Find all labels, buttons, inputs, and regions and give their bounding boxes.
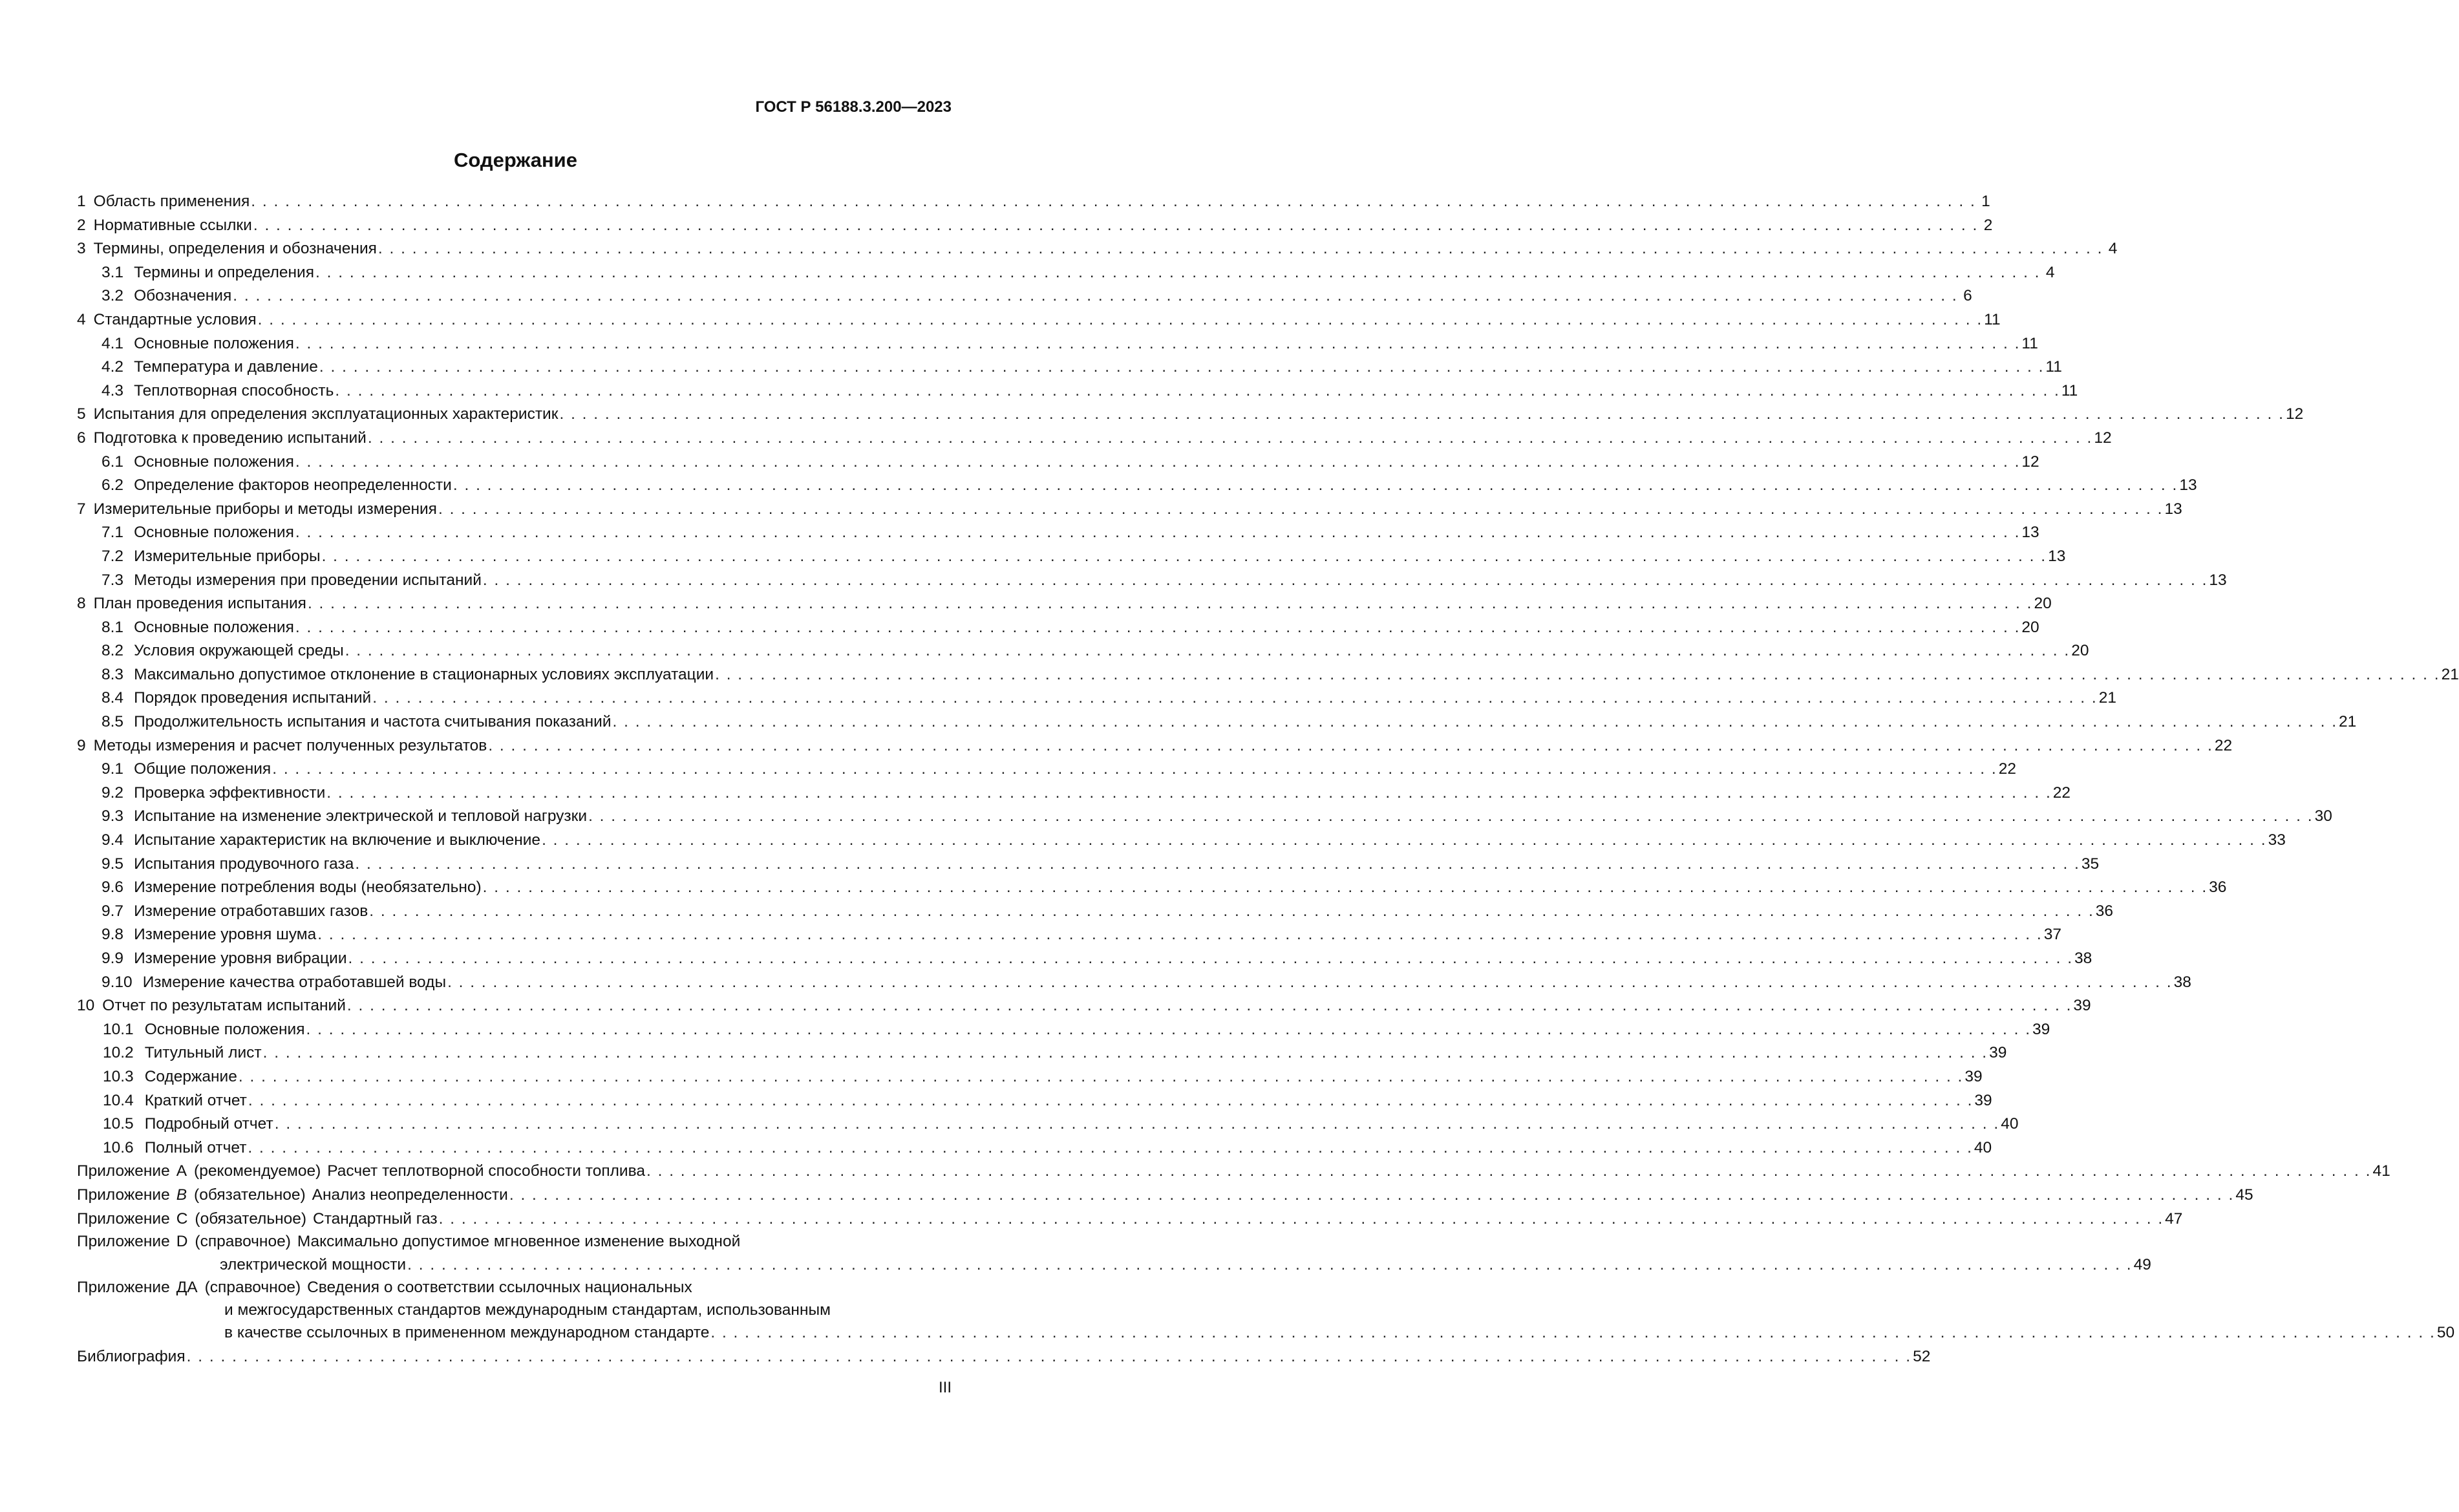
dot-leader <box>295 521 2021 545</box>
dot-leader <box>335 379 2060 403</box>
toc-entry-page: 22 <box>1998 760 2016 778</box>
toc-entry-page: 37 <box>2043 926 2061 944</box>
dot-leader <box>295 332 2021 356</box>
appendix-status: (обязательное) <box>195 1209 307 1228</box>
toc-entry-page: 47 <box>2165 1209 2183 1228</box>
toc-entry-title: и межгосударственных стандартов международным стандартам, использованным <box>224 1301 831 1319</box>
toc-entry-number: 6 <box>77 429 86 447</box>
toc-entry-page: 4 <box>2045 263 2055 281</box>
toc-entry[interactable] <box>77 403 2304 427</box>
dot-leader <box>559 403 2284 427</box>
toc-entry[interactable] <box>77 876 2227 900</box>
toc-entry[interactable] <box>77 923 2061 947</box>
toc-entry-title: в качестве ссылочных в примененном международном стандарте <box>224 1324 710 1342</box>
toc-entry-title: Измерение отработавших газов <box>134 902 368 920</box>
appendix-label: Приложение <box>77 1162 170 1180</box>
toc-entry-number: 10.1 <box>103 1020 134 1038</box>
toc-entry-title: План проведения испытания <box>93 595 306 613</box>
dot-leader <box>488 734 2213 758</box>
dot-leader <box>453 474 2178 498</box>
toc-entry-title: Подготовка к проведению испытаний <box>93 429 367 447</box>
toc-entry[interactable] <box>77 592 2052 616</box>
toc-entry-page: 13 <box>2179 476 2197 495</box>
toc-entry[interactable] <box>77 474 2197 498</box>
toc-entry-title: Основные положения <box>134 524 294 542</box>
toc-entry-title: Содержание <box>144 1067 237 1085</box>
toc-entry-page: 21 <box>2339 713 2357 731</box>
dot-leader <box>348 947 2074 971</box>
toc-entry-number: 9 <box>77 736 86 754</box>
toc-entry-page: 20 <box>2034 595 2052 613</box>
toc-entry-title: Стандартные условия <box>93 310 257 328</box>
toc-entry-number: 9.4 <box>101 831 124 849</box>
toc-entry-page: 12 <box>2285 405 2304 423</box>
toc-entry[interactable] <box>77 1041 2007 1065</box>
appendix-letter: D <box>176 1233 188 1251</box>
dot-leader <box>715 663 2440 687</box>
toc-entry-page: 11 <box>2061 381 2078 399</box>
toc-entry-page: 30 <box>2314 807 2332 825</box>
toc-entry-number: 3.1 <box>101 263 124 281</box>
toc-entry[interactable] <box>77 947 2092 971</box>
toc-entry[interactable] <box>77 1136 1992 1160</box>
toc-entry-title: Измерение качества отработавшей воды <box>142 973 447 991</box>
appendix-status: (обязательное) <box>194 1186 306 1204</box>
toc-entry[interactable] <box>77 545 2066 569</box>
toc-entry-title: Определение факторов неопределенности <box>134 476 452 495</box>
toc-entry-title: Методы измерения и расчет полученных результатов <box>93 736 487 754</box>
toc-entry[interactable] <box>77 569 2227 593</box>
dot-leader <box>253 214 1979 238</box>
toc-entry[interactable] <box>77 663 2459 687</box>
toc-entry-title: Сведения о соответствии ссылочных национальных <box>307 1279 692 1297</box>
toc-entry-number: 7.1 <box>101 524 124 542</box>
toc-entry-page: 11 <box>2045 358 2062 376</box>
dot-leader <box>347 994 2072 1018</box>
toc-entry-number: 2 <box>77 216 86 234</box>
toc-entry-title: Максимально допустимое отклонение в стационарных условиях эксплуатации <box>134 665 714 683</box>
toc-entry-page: 39 <box>2073 997 2091 1015</box>
toc-entry-title: Испытание на изменение электрической и тепловой нагрузки <box>134 807 588 825</box>
toc-entry-title: Анализ неопределенности <box>312 1186 508 1204</box>
toc-entry[interactable] <box>77 734 2233 758</box>
toc-entry[interactable] <box>77 521 2039 545</box>
toc-entry[interactable] <box>77 451 2039 474</box>
toc-entry-number: 10.3 <box>103 1067 134 1085</box>
toc-entry[interactable] <box>77 687 2116 710</box>
toc-entry-page: 49 <box>2133 1255 2151 1273</box>
toc-entry-number: 8.3 <box>101 665 124 683</box>
toc-entry[interactable] <box>77 237 2118 261</box>
toc-entry-page: 2 <box>1983 216 1993 234</box>
toc-entry-title: Условия окружающей среды <box>134 642 344 660</box>
toc-entry-number: 7.2 <box>101 547 124 565</box>
toc-entry-page: 52 <box>1913 1347 1931 1365</box>
dot-leader <box>613 710 2338 734</box>
toc-entry[interactable] <box>77 190 1990 214</box>
toc-entry-number: 1 <box>77 193 86 210</box>
toc-entry-page: 22 <box>2214 736 2233 754</box>
toc-entry-number: 9.2 <box>101 783 124 802</box>
toc-entry-page: 38 <box>2074 950 2092 967</box>
toc-entry-title: Подробный отчет <box>144 1115 273 1133</box>
appendix-letter: А <box>176 1162 187 1180</box>
toc-entry-number: 7.3 <box>101 571 124 589</box>
toc-entry-page: 45 <box>2235 1186 2253 1204</box>
dot-leader <box>646 1160 2372 1184</box>
dot-leader <box>509 1184 2235 1208</box>
toc-entry[interactable] <box>77 758 2016 782</box>
toc-entry-number: 9.8 <box>101 926 124 944</box>
toc-entry-page: 40 <box>2001 1115 2019 1133</box>
toc-entry-number: 9.1 <box>101 760 124 778</box>
toc-entry-title: Температура и давление <box>134 358 318 376</box>
toc-entry-number: 9.6 <box>101 878 124 897</box>
toc-entry[interactable] <box>77 900 2114 924</box>
appendix-letter: С <box>176 1209 188 1228</box>
toc-entry[interactable] <box>77 710 2357 734</box>
toc-entry-title: Основные положения <box>134 618 294 636</box>
dot-leader <box>317 923 2043 947</box>
toc-entry-title: Отчет по результатам испытаний <box>102 997 346 1015</box>
toc-entry[interactable] <box>77 427 2112 451</box>
toc-entry-page: 39 <box>1964 1067 1983 1085</box>
toc-entry-number: 3.2 <box>101 287 124 305</box>
toc-entry-title: Основные положения <box>144 1020 305 1038</box>
toc-entry[interactable] <box>77 332 2038 356</box>
toc-entry-page: 20 <box>2071 642 2089 660</box>
toc-entry[interactable] <box>77 616 2039 640</box>
toc-entry-title: Стандартный газ <box>313 1209 438 1228</box>
toc-entry[interactable] <box>77 379 2078 403</box>
toc-entry[interactable] <box>77 994 2091 1018</box>
dot-leader <box>378 237 2103 261</box>
toc-entry-number: 10.2 <box>103 1044 134 1062</box>
toc-entry-number: 10.5 <box>103 1115 134 1133</box>
appendix-label: Приложение <box>77 1209 170 1228</box>
toc-entry[interactable] <box>77 284 1972 308</box>
toc-entry-number: 10.6 <box>103 1138 134 1156</box>
toc-entry-appendix[interactable] <box>77 1277 2455 1345</box>
toc-entry-page: 21 <box>2441 665 2459 683</box>
toc-entry-page: 36 <box>2095 902 2114 920</box>
toc-entry-page: 13 <box>2021 524 2039 542</box>
dot-leader <box>588 805 2314 829</box>
dot-leader <box>368 427 2093 451</box>
dot-leader <box>369 900 2094 924</box>
toc-entry-title: Расчет теплотворной способности топлива <box>327 1162 645 1180</box>
toc-entry-number: 6.1 <box>101 453 124 471</box>
toc-entry-page: 50 <box>2436 1324 2455 1342</box>
toc-entry-title: Теплотворная способность <box>134 381 334 399</box>
dot-leader <box>315 261 2041 285</box>
toc-entry-number: 8.1 <box>101 618 124 636</box>
dot-leader <box>345 639 2070 663</box>
toc-entry-page: 20 <box>2021 618 2039 636</box>
standard-code: ГОСТ Р 56188.3.200—2023 <box>755 98 952 116</box>
dot-leader <box>447 971 2173 995</box>
toc-entry-title: Основные положения <box>134 453 294 471</box>
toc-entry[interactable] <box>77 853 2100 877</box>
dot-leader <box>295 451 2021 474</box>
dot-leader <box>248 1136 1973 1160</box>
appendix-letter: ДА <box>176 1279 198 1297</box>
toc-entry[interactable] <box>77 1018 2050 1042</box>
toc-entry-page: 13 <box>2048 547 2066 565</box>
dot-leader <box>239 1065 1964 1089</box>
toc-entry-appendix[interactable] <box>77 1208 2183 1231</box>
dot-leader <box>248 1089 1974 1113</box>
toc-entry-appendix[interactable] <box>77 1160 2390 1184</box>
toc-entry-title: Общие положения <box>134 760 271 778</box>
toc-entry-page: 35 <box>2081 855 2100 873</box>
toc-entry-title: Проверка эффективности <box>134 783 326 802</box>
appendix-status: (справочное) <box>195 1233 291 1251</box>
toc-entry-number: 9.7 <box>101 902 124 920</box>
dot-leader <box>319 356 2045 379</box>
dot-leader <box>483 569 2208 593</box>
toc-entry-page: 13 <box>2209 571 2227 589</box>
toc-entry-number: 9.3 <box>101 807 124 825</box>
toc-entry-page: 39 <box>1974 1091 1992 1109</box>
toc-entry-title: Измерительные приборы и методы измерения <box>93 500 437 518</box>
toc-entry-number: 8.2 <box>101 642 124 660</box>
dot-leader <box>275 1113 2000 1136</box>
toc-entry-number: 9.9 <box>101 950 124 967</box>
dot-leader <box>233 284 1958 308</box>
toc-entry-page: 33 <box>2268 831 2286 849</box>
toc-entry-page: 21 <box>2098 689 2116 707</box>
toc-entry[interactable] <box>77 308 2001 332</box>
dot-leader <box>272 758 1997 782</box>
toc-entry-number: 4.3 <box>101 381 124 399</box>
toc-entry-page: 22 <box>2052 783 2071 802</box>
toc-entry-title: Методы измерения при проведении испытаний <box>134 571 482 589</box>
toc-entry-title: Измерение уровня вибрации <box>134 950 347 967</box>
toc-entry-title: Область применения <box>93 193 250 210</box>
dot-leader <box>322 545 2047 569</box>
toc-entry-number: 3 <box>77 240 86 258</box>
toc-entry-title: Термины и определения <box>134 263 314 281</box>
toc-entry[interactable] <box>77 356 2062 379</box>
toc-entry-title: Испытания продувочного газа <box>134 855 354 873</box>
dot-leader <box>308 592 2033 616</box>
toc-entry-title: Термины, определения и обозначения <box>93 240 377 258</box>
toc-entry[interactable] <box>77 261 2055 285</box>
toc-entry-number: 7 <box>77 500 86 518</box>
toc-entry-number: 4.2 <box>101 358 124 376</box>
toc-entry-title: электрической мощности <box>220 1255 407 1273</box>
toc-entry[interactable] <box>77 1089 1992 1113</box>
dot-leader <box>187 1345 1912 1369</box>
dot-leader <box>542 829 2267 853</box>
toc-entry-number: 10.4 <box>103 1091 134 1109</box>
toc-entry[interactable] <box>77 639 2089 663</box>
toc-entry[interactable] <box>77 782 2071 805</box>
toc-entry-page: 39 <box>1989 1044 2007 1062</box>
toc-entry-title: Основные положения <box>134 334 294 352</box>
toc-entry-title: Испытания для определения эксплуатационных характеристик <box>93 405 559 423</box>
dot-leader <box>263 1041 1988 1065</box>
toc-entry-page: 36 <box>2209 878 2227 897</box>
appendix-label: Приложение <box>77 1279 170 1297</box>
toc-entry-title: Полный отчет <box>144 1138 247 1156</box>
toc-entry-page: 39 <box>2032 1020 2050 1038</box>
toc-title: Содержание <box>454 149 577 171</box>
toc-entry-title: Нормативные ссылки <box>93 216 252 234</box>
toc-entry[interactable] <box>77 214 1993 238</box>
toc-entry-page: 6 <box>1963 287 1972 305</box>
dot-leader <box>372 687 2098 710</box>
toc-entry-page: 13 <box>2164 500 2182 518</box>
toc-entry-number: 4 <box>77 310 86 328</box>
toc-entry-title: Библиография <box>77 1347 186 1365</box>
appendix-status: (справочное) <box>204 1279 301 1297</box>
toc-entry-title: Испытание характеристик на включение и выключение <box>134 831 541 849</box>
toc-entry-number: 10 <box>77 997 95 1015</box>
toc-entry-bibliography[interactable] <box>77 1345 1931 1369</box>
toc-entry-number: 8.4 <box>101 689 124 707</box>
toc-entry-title: Измерение уровня шума <box>134 926 317 944</box>
toc-entry-title: Порядок проведения испытаний <box>134 689 372 707</box>
toc-entry-page: 1 <box>1981 193 1990 210</box>
toc-entry-page: 12 <box>2094 429 2112 447</box>
toc-entry[interactable] <box>77 971 2191 995</box>
toc-entry-title: Обозначения <box>134 287 232 305</box>
toc-entry[interactable] <box>77 498 2182 522</box>
toc-entry-page: 4 <box>2108 240 2118 258</box>
toc-entry-page: 12 <box>2021 453 2039 471</box>
toc-entry-number: 8 <box>77 595 86 613</box>
dot-leader <box>355 853 2080 877</box>
toc-entry-title: Краткий отчет <box>144 1091 247 1109</box>
toc-entry[interactable] <box>77 1065 1983 1089</box>
appendix-letter: В <box>176 1186 187 1204</box>
toc-entry-number: 5 <box>77 405 86 423</box>
toc-entry-page: 41 <box>2372 1162 2390 1180</box>
toc-entry-appendix[interactable] <box>77 1231 2151 1277</box>
page-number: III <box>938 1379 952 1396</box>
appendix-status: (рекомендуемое) <box>194 1162 321 1180</box>
dot-leader <box>483 876 2208 900</box>
toc-entry[interactable] <box>77 829 2286 853</box>
toc-entry[interactable] <box>77 805 2332 829</box>
toc-entry-page: 38 <box>2173 973 2191 991</box>
dot-leader <box>258 308 1983 332</box>
dot-leader <box>438 498 2164 522</box>
appendix-label: Приложение <box>77 1233 170 1251</box>
dot-leader <box>326 782 2052 805</box>
toc-entry-number: 4.1 <box>101 334 124 352</box>
appendix-label: Приложение <box>77 1186 170 1204</box>
toc-entry-title: Измерение потребления воды (необязательно) <box>134 878 482 897</box>
toc-entry-page: 11 <box>2021 334 2038 352</box>
toc-entry-number: 6.2 <box>101 476 124 495</box>
toc-entry-title: Продолжительность испытания и частота считывания показаний <box>134 713 612 731</box>
toc-entry[interactable] <box>77 1113 2019 1136</box>
dot-leader <box>710 1321 2436 1345</box>
toc-entry-number: 9.10 <box>101 973 133 991</box>
dot-leader <box>251 190 1976 214</box>
toc-entry-number: 9.5 <box>101 855 124 873</box>
dot-leader <box>295 616 2021 640</box>
toc-entry-title: Измерительные приборы <box>134 547 321 565</box>
dot-leader <box>407 1253 2133 1277</box>
toc-entry-appendix[interactable] <box>77 1184 2253 1208</box>
toc-entry-page: 11 <box>1984 310 2001 328</box>
toc-entry-title: Максимально допустимое мгновенное изменение выходной <box>297 1233 741 1251</box>
toc-entry-page: 40 <box>1974 1138 1992 1156</box>
toc-entry-number: 8.5 <box>101 713 124 731</box>
toc-entry-title: Титульный лист <box>144 1044 262 1062</box>
table-of-contents <box>77 190 2459 1368</box>
dot-leader <box>306 1018 2032 1042</box>
dot-leader <box>439 1208 2164 1231</box>
